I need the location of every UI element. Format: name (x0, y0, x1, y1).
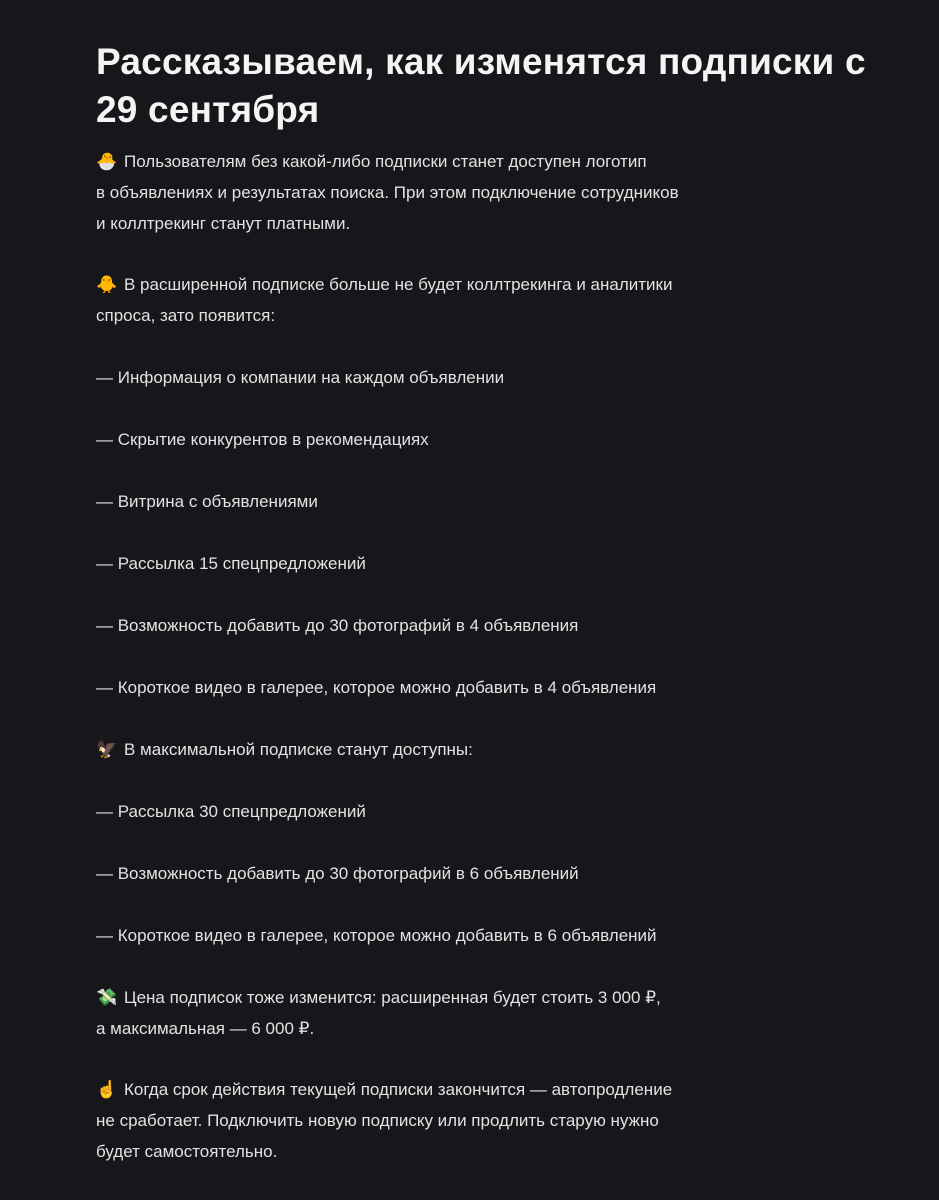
paragraph-line (96, 269, 896, 300)
paragraph-line: спроса, зато появится: (96, 306, 276, 325)
section-max-subscription (96, 734, 896, 951)
baby-chick-icon: 🐥 (96, 275, 118, 294)
list-item: — Возможность добавить до 30 фотографий в 6 объявлений (96, 864, 579, 883)
list-item: — Информация о компании на каждом объявлении (96, 368, 505, 387)
money-with-wings-icon: 💸 (96, 988, 118, 1007)
text: Пользователям без какой-либо подписки станет доступен логотип (124, 152, 647, 171)
paragraph-line: в объявлениях и результатах поиска. При этом подключение сотрудников (96, 183, 679, 202)
paragraph-line: а максимальная — 6 000 ₽. (96, 1019, 315, 1038)
text: Когда срок действия текущей подписки закончится — автопродление (124, 1080, 673, 1099)
section-extended-subscription (96, 269, 896, 703)
paragraph-line: будет самостоятельно. (96, 1142, 278, 1161)
section-price (96, 982, 896, 1044)
text: Цена подписок тоже изменится: расширенная будет стоить 3 000 ₽, (124, 988, 661, 1007)
section-renewal (96, 1074, 896, 1167)
list-item: — Скрытие конкурентов в рекомендациях (96, 430, 429, 449)
paragraph-line (96, 146, 896, 177)
list-item: — Возможность добавить до 30 фотографий в 4 объявления (96, 616, 579, 635)
paragraph-line (96, 982, 896, 1013)
article (96, 38, 896, 1167)
paragraph-line: и коллтрекинг станут платными. (96, 214, 351, 233)
index-pointing-up-icon: ☝️ (96, 1080, 118, 1099)
paragraph-line (96, 1074, 896, 1105)
list-item: — Рассылка 15 спецпредложений (96, 554, 366, 573)
text: В расширенной подписке больше не будет коллтрекинга и аналитики (124, 275, 673, 294)
section-no-subscription (96, 146, 896, 239)
paragraph-line (96, 734, 896, 765)
list-item: — Витрина с объявлениями (96, 492, 318, 511)
list-item: — Короткое видео в галерее, которое можно добавить в 4 объявления (96, 678, 657, 697)
text: В максимальной подписке станут доступны: (124, 740, 473, 759)
page-title: Рассказываем, как изменятся подписки с 29 сентября (96, 41, 866, 130)
eagle-icon: 🦅 (96, 740, 118, 759)
list-item: — Короткое видео в галерее, которое можно добавить в 6 объявлений (96, 926, 657, 945)
hatching-chick-icon: 🐣 (96, 152, 118, 171)
paragraph-line: не сработает. Подключить новую подписку или продлить старую нужно (96, 1111, 659, 1130)
list-item: — Рассылка 30 спецпредложений (96, 802, 366, 821)
